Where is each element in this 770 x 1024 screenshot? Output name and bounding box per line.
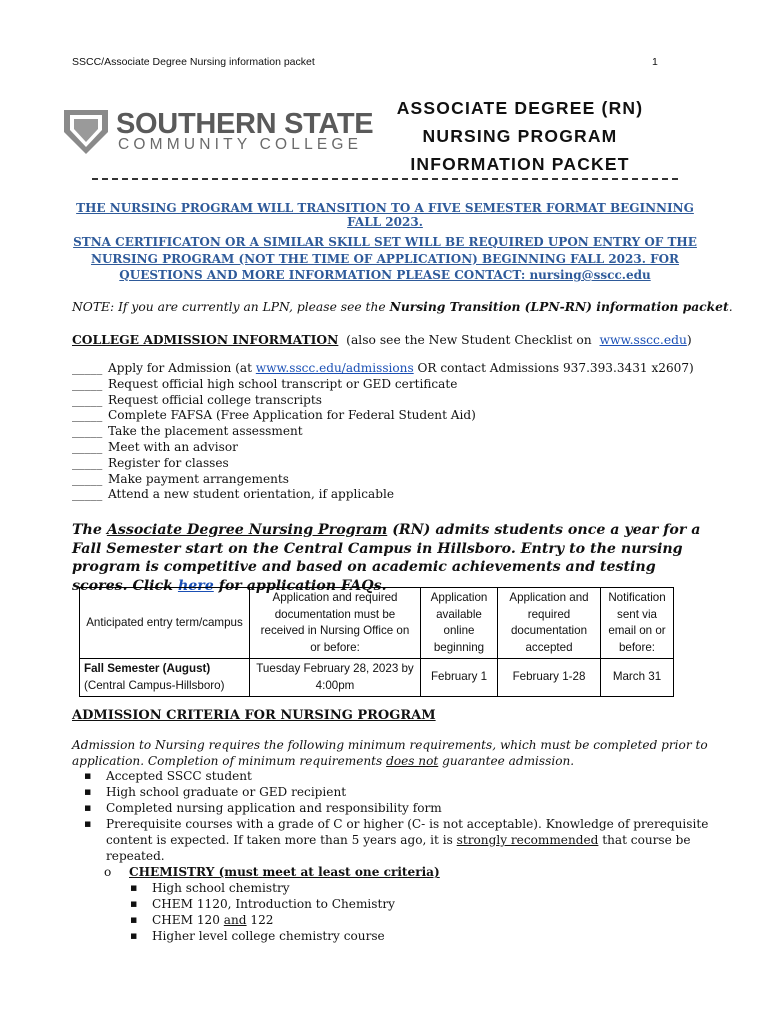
college-admission-heading: COLLEGE ADMISSION INFORMATION (also see the New Student Checklist on www.sscc.edu) (72, 332, 692, 347)
logo-subtitle: COMMUNITY COLLEGE (118, 136, 363, 153)
admissions-link[interactable]: www.sscc.edu/admissions (255, 361, 414, 375)
list-item: _____ Meet with an advisor (72, 439, 238, 454)
stna-notice: STNA CERTIFICATON OR A SIMILAR SKILL SET WILL BE REQUIRED UPON ENTRY OF THE NURSING PROGRAM (NOT THE TIME OF APPLICATION) BEGINNING FALL 2023. FOR QUESTIONS AND MORE INFORMATION PLEASE CONTACT: nursing@sscc.edu (73, 235, 697, 282)
list-item: ▪ High school graduate or GED recipient (72, 784, 722, 800)
list-item: ▪ Prerequisite courses with a grade of C or higher (C- is not acceptable). Knowledge of prerequisite content is expected. If taken more than 5 years ago, it is strongly recommended that course be repeated. (72, 816, 722, 864)
sscc-link[interactable]: www.sscc.edu (599, 333, 687, 347)
shield-logo-icon (64, 106, 108, 156)
list-item: ▪ Completed nursing application and responsibility form (72, 800, 722, 816)
list-item: _____ Register for classes (72, 455, 229, 470)
table-row: Fall Semester (August) (Central Campus-Hillsboro) Tuesday February 28, 2023 by 4:00pm February 1 February 1-28 March 31 (80, 659, 674, 697)
list-item: _____ Make payment arrangements (72, 471, 289, 486)
admission-checklist (72, 361, 694, 503)
chemistry-heading: o CHEMISTRY (must meet at least one criteria) (104, 865, 440, 879)
criteria-list (72, 768, 722, 864)
list-item: ▪ CHEM 120 and 122 (118, 912, 395, 928)
list-item: ▪ Higher level college chemistry course (118, 928, 395, 944)
faq-link[interactable]: here (177, 577, 214, 594)
schedule-table (79, 587, 674, 697)
running-header: SSCC/Associate Degree Nursing information packet (72, 56, 315, 68)
list-item: _____ Request official high school transcript or GED certificate (72, 376, 458, 391)
list-item: _____ Attend a new student orientation, if applicable (72, 487, 395, 502)
lpn-note: NOTE: If you are currently an LPN, please see the Nursing Transition (LPN-RN) information packet. (72, 299, 733, 314)
college-logo (64, 104, 374, 160)
list-item: ▪ Accepted SSCC student (72, 768, 722, 784)
list-item: _____ Apply for Admission (at www.sscc.edu/admissions OR contact Admissions 937.393.3431 x2607) (72, 361, 694, 375)
list-item: _____ Request official college transcripts (72, 392, 322, 407)
divider (92, 178, 678, 180)
logo-wordmark: SOUTHERN STATE (116, 108, 374, 140)
list-item: ▪ CHEM 1120, Introduction to Chemistry (118, 896, 395, 912)
chemistry-list (118, 880, 395, 944)
program-description: The Associate Degree Nursing Program (RN) admits students once a year for a Fall Semester start on the Central Campus in Hillsboro. Entry to the nursing program is competitive and based on academic achievements and testing scores. Click here for application FAQs. (72, 522, 701, 594)
page-number: 1 (652, 56, 658, 68)
list-item: _____ Take the placement assessment (72, 424, 303, 439)
table-header-row: Anticipated entry term/campus Application and required documentation must be received in Nursing Office on or before: Application available online beginning Application and required documentation accepted Notification sent via email on or before: (80, 588, 674, 659)
list-item: _____ Complete FAFSA (Free Application for Federal Student Aid) (72, 408, 476, 423)
transition-notice: THE NURSING PROGRAM WILL TRANSITION TO A FIVE SEMESTER FORMAT BEGINNING FALL 2023. (76, 201, 694, 229)
admission-criteria-heading: ADMISSION CRITERIA FOR NURSING PROGRAM (72, 708, 436, 723)
admission-criteria-description: Admission to Nursing requires the following minimum requirements, which must be completed prior to application. Completion of minimum requirements does not guarantee admission. (72, 738, 708, 768)
list-item: ▪ High school chemistry (118, 880, 395, 896)
page-title: ASSOCIATE DEGREE (RN) NURSING PROGRAM INFORMATION PACKET (396, 98, 644, 174)
